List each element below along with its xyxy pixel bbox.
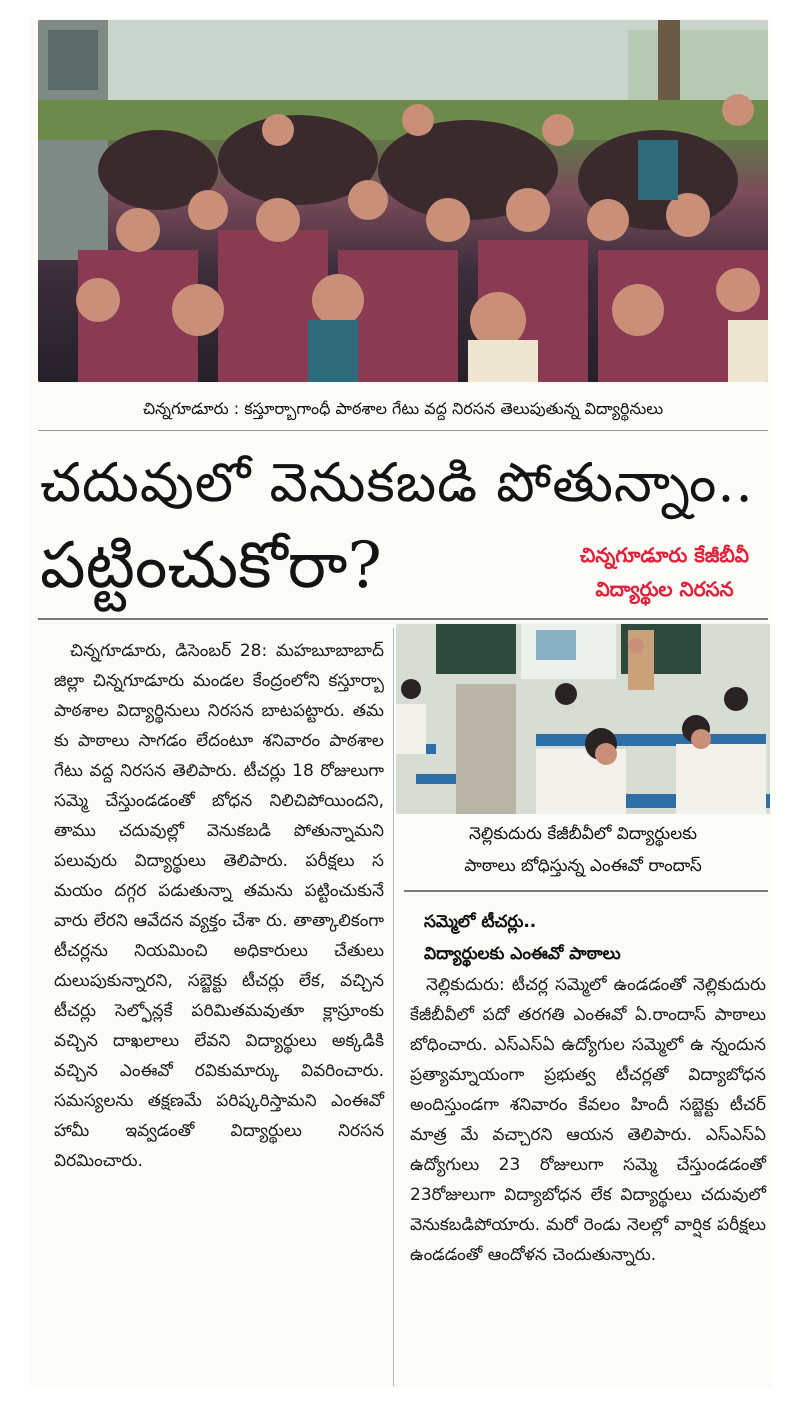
- article-right-column: [410, 970, 766, 1380]
- headline-rule: [38, 618, 768, 620]
- classroom-caption: [396, 818, 770, 884]
- kicker: [562, 538, 767, 608]
- classroom-photo-illustration: [396, 624, 770, 814]
- kicker-line-2: విద్యార్థుల నిరసన: [595, 577, 734, 601]
- classroom-caption-line-1: నెల్లికుదురు కేజీబీవీలో విద్యార్థులకు: [468, 824, 698, 844]
- classroom-caption-line-2: పాఠాలు బోధిస్తున్న ఎంఈవో రాందాస్: [464, 856, 702, 876]
- photo-caption: చిన్నగూడూరు : కస్తూర్బాగాంధీ పాఠశాల గేటు వద్ద నిరసన తెలుపుతున్న విద్యార్థినులు: [142, 399, 664, 418]
- sub-headline: [424, 906, 764, 970]
- kicker-line-1: చిన్నగూడూరు కేజీబీవీ: [580, 543, 749, 567]
- protest-photo-illustration: [38, 20, 768, 382]
- sub-headline-line-2: విద్యార్థులకు ఎంఈవో పాఠాలు: [424, 944, 621, 964]
- article-right-text: నెల్లికుదురు: టీచర్ల సమ్మెలో ఉండడంతో నెల్లికుదురు కేజీబీవీలో పదో తరగతి ఎంఈవో ఏ.రాందాస్ పాఠాలు బోధించారు. ఎస్ఎస్ఏ ఉద్యోగుల సమ్మెలో ఉ న్నందున ప్రత్యామ్నాయంగా ప్రభుత్వ టీచర్లతో విద్యాబోధన అందిస్తుండగా శనివారం కేవలం హిందీ సబ్జెక్టు టీచర్ మాత్ర మే వచ్చారని ఆయన తెలిపారు. ఎస్ఎస్ఏ ఉద్యోగులు 23 రోజులుగా సమ్మె చేస్తుండడంతో 23రోజులుగా విద్యాబోధన లేక విద్యార్థులు చదువులో వెనుకబడిపోయారు. మరో రెండు నెలల్లో వార్షిక పరీక్షలు ఉండడంతో ఆందోళన చెందుతున్నారు.: [410, 975, 766, 1265]
- classroom-photo: [396, 624, 770, 814]
- caption-rule: [38, 430, 768, 431]
- caption-class-rule: [404, 890, 768, 892]
- sub-headline-line-1: సమ్మెలో టీచర్లు..: [424, 912, 537, 932]
- article-left-column: [54, 636, 384, 1376]
- headline-line-2: పట్టించుకోరా?: [40, 529, 382, 603]
- protest-photo: [38, 20, 768, 382]
- column-divider: [393, 628, 394, 1386]
- headline-line-1: చదువులో వెనుకబడి పోతున్నాం..: [40, 451, 754, 514]
- article-left-text: చిన్నగూడూరు, డిసెంబర్ 28: మహబూబాబాద్ జిల్లా చిన్నగూడూరు మండల కేంద్రంలోని కస్తూర్బా పాఠశాల విద్యార్థినులు నిరసన బాటపట్టారు. తమ కు పాఠాలు సాగడం లేదంటూ శనివారం పాఠశాల గేటు వద్ద నిరసన తెలిపారు. టీచర్లు 18 రోజులుగా సమ్మె చేస్తుండడంతో బోధన నిలిచిపోయిందని, తాము చదువుల్లో వెనుకబడి పోతున్నామని పలువురు విద్యార్థులు తెలిపారు. పరీక్షలు స మయం దగ్గర పడుతున్నా తమను పట్టించుకునే వారు లేరని ఆవేదన వ్యక్తం చేశా రు. తాత్కాలికంగా టీచర్లను నియమించి అధికారులు చేతులు దులుపుకున్నారని, సబ్జెక్టు టీచర్లు లేక, వచ్చిన టీచర్లు సెల్ఫోన్లకే పరిమితమవుతూ క్లాస్రూంకు వచ్చిన దాఖలాలు లేవని విద్యార్థులు అక్కడికి వచ్చిన ఎంఈవో రవికుమార్కు వివరించారు. సమస్యలను తక్షణమే పరిష్కరిస్తామని ఎంఈవో హామీ ఇవ్వడంతో విద్యార్థులు నిరసన విరమించారు.: [54, 641, 384, 1171]
